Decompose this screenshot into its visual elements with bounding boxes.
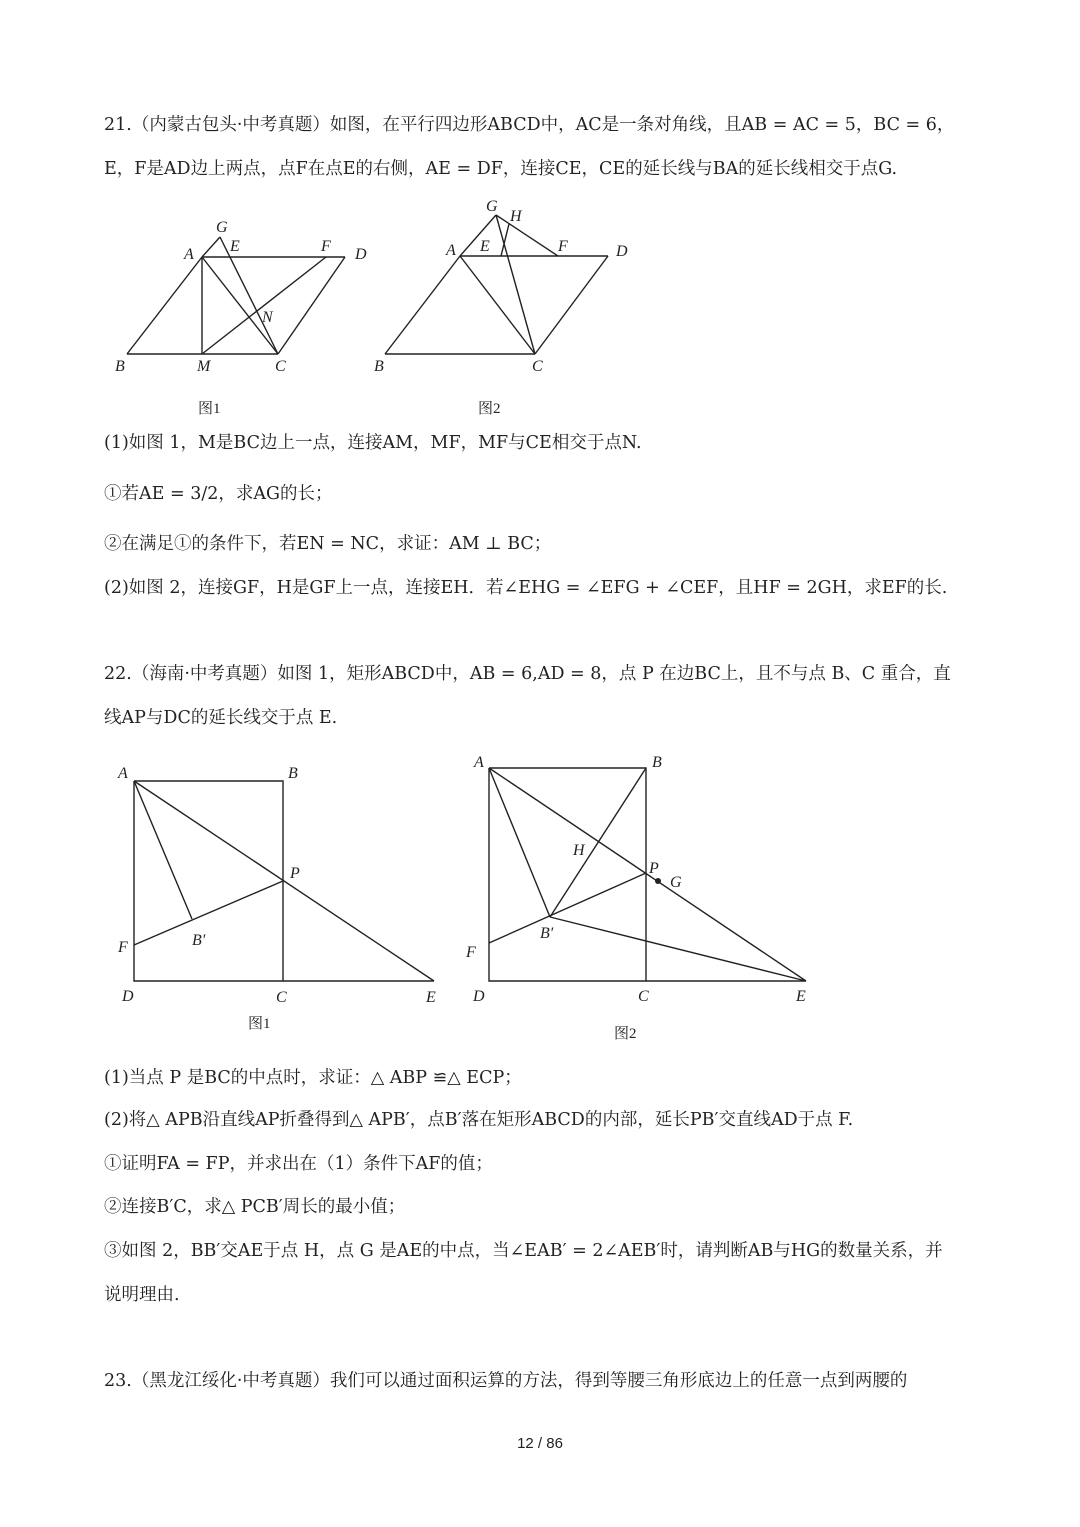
q21-part1: (1)如图 1，M是BC边上一点，连接AM，MF，MF与CE相交于点N. <box>104 433 642 453</box>
q22-part2-2: ②连接B′C，求△ PCB′周长的最小值； <box>104 1197 406 1217</box>
fig3-label-b: B <box>288 765 298 782</box>
fig3-line-ab1 <box>134 781 192 919</box>
fig1-label-b: B <box>115 358 125 375</box>
fig3-line-fp <box>134 881 283 945</box>
q21-figure-1 <box>110 210 380 380</box>
fig2-line-eh <box>501 224 509 256</box>
q21-figure-2 <box>370 195 640 380</box>
q22-part1: (1)当点 P 是BC的中点时，求证：△ ABP ≌△ ECP； <box>104 1068 522 1088</box>
fig1-line-mf <box>202 257 326 354</box>
fig2-label-c: C <box>532 358 543 375</box>
fig2-label-g: G <box>486 198 498 215</box>
q22-part2-3: ③如图 2，BB′交AE于点 H，点 G 是AE的中点，当∠EAB′ = 2∠AEB′时，请判断AB与HG的数量关系，并 <box>104 1241 943 1261</box>
fig3-label-f: F <box>118 939 128 956</box>
fig1-line-ba <box>127 257 202 354</box>
q22-part2-3-cont: 说明理由. <box>104 1285 180 1305</box>
fig4-line-ae <box>489 768 806 981</box>
fig3-label-b1: B' <box>192 932 206 949</box>
q22-line1: 22.（海南·中考真题）如图 1，矩形ABCD中，AB = 6,AD = 8，点 P 在边BC上，且不与点 B、C 重合，直 <box>104 664 951 684</box>
q21-line1: 21.（内蒙古包头·中考真题）如图，在平行四边形ABCD中，AC是一条对角线，且AB = AC = 5，BC = 6， <box>104 115 955 135</box>
fig2-label-f: F <box>558 238 568 255</box>
fig2-line-ac <box>460 256 535 354</box>
fig4-label-h: H <box>573 842 585 859</box>
fig1-line-ag <box>202 237 220 257</box>
fig4-label-d: D <box>473 988 485 1005</box>
fig3-label-e: E <box>426 989 436 1006</box>
fig3-rect <box>134 781 283 981</box>
fig1-line-gc <box>220 237 278 354</box>
fig2-line-dc <box>535 256 608 354</box>
page-number: 12 / 86 <box>517 1435 563 1452</box>
q22-fig1-caption: 图1 <box>248 1016 271 1032</box>
q22-figure-2 <box>460 745 840 1010</box>
fig2-label-e: E <box>480 238 490 255</box>
fig1-line-ac <box>202 257 278 354</box>
fig4-label-f: F <box>466 944 476 961</box>
q21-part1-1: ①若AE = 3/2，求AG的长； <box>104 484 333 504</box>
fig2-label-h: H <box>510 208 522 225</box>
fig4-line-b1e <box>550 917 806 981</box>
fig3-label-c: C <box>276 989 287 1006</box>
fig2-line-gc <box>496 215 535 354</box>
q21-fig2-caption: 图2 <box>478 401 501 417</box>
fig3-label-a: A <box>118 765 128 782</box>
fig3-label-p: P <box>290 865 300 882</box>
fig4-label-b: B <box>652 754 662 771</box>
fig1-label-e: E <box>230 238 240 255</box>
fig2-line-ag <box>460 215 496 256</box>
fig3-line-ae <box>134 781 434 981</box>
fig1-label-g: G <box>216 219 228 236</box>
fig4-label-g: G <box>670 874 682 891</box>
fig4-point-g <box>655 878 661 884</box>
fig1-label-f: F <box>321 238 331 255</box>
q21-fig1-caption: 图1 <box>198 401 221 417</box>
fig4-line-fp <box>489 873 646 943</box>
q22-figure-1 <box>110 755 450 1010</box>
fig3-label-d: D <box>122 988 134 1005</box>
fig2-label-b: B <box>374 358 384 375</box>
q22-fig2-caption: 图2 <box>614 1026 637 1042</box>
q21-part1-2: ②在满足①的条件下，若EN = NC，求证：AM ⊥ BC； <box>104 534 552 554</box>
q21-line2: E，F是AD边上两点，点F在点E的右侧，AE = DF，连接CE，CE的延长线与BA的延长线相交于点G. <box>104 159 898 179</box>
fig4-label-p: P <box>649 860 659 877</box>
q23-line1: 23.（黑龙江绥化·中考真题）我们可以通过面积运算的方法，得到等腰三角形底边上的任意一点到两腰的 <box>104 1371 908 1391</box>
fig1-label-c: C <box>275 358 286 375</box>
fig1-label-n: N <box>262 309 273 326</box>
fig1-label-d: D <box>355 246 367 263</box>
fig4-label-c: C <box>638 988 649 1005</box>
fig4-label-a: A <box>474 754 484 771</box>
fig4-line-ab1 <box>489 768 550 917</box>
fig1-label-a: A <box>184 246 194 263</box>
fig1-label-m: M <box>197 358 211 375</box>
fig2-label-a: A <box>446 242 456 259</box>
fig2-line-ba <box>385 256 460 354</box>
q22-part2: (2)将△ APB沿直线AP折叠得到△ APB′，点B′落在矩形ABCD的内部，延长PB′交直线AD于点 F. <box>104 1110 854 1130</box>
fig4-label-b1: B′ <box>540 925 554 942</box>
fig1-line-dc <box>278 257 345 354</box>
q22-line2: 线AP与DC的延长线交于点 E. <box>104 708 338 728</box>
q21-part2: (2)如图 2，连接GF，H是GF上一点，连接EH．若∠EHG = ∠EFG + ∠CEF，且HF = 2GH，求EF的长. <box>104 578 948 598</box>
q22-part2-1: ①证明FA = FP，并求出在（1）条件下AF的值； <box>104 1154 493 1174</box>
fig4-label-e: E <box>796 988 806 1005</box>
fig4-rect <box>489 768 646 981</box>
fig2-label-d: D <box>616 243 628 260</box>
